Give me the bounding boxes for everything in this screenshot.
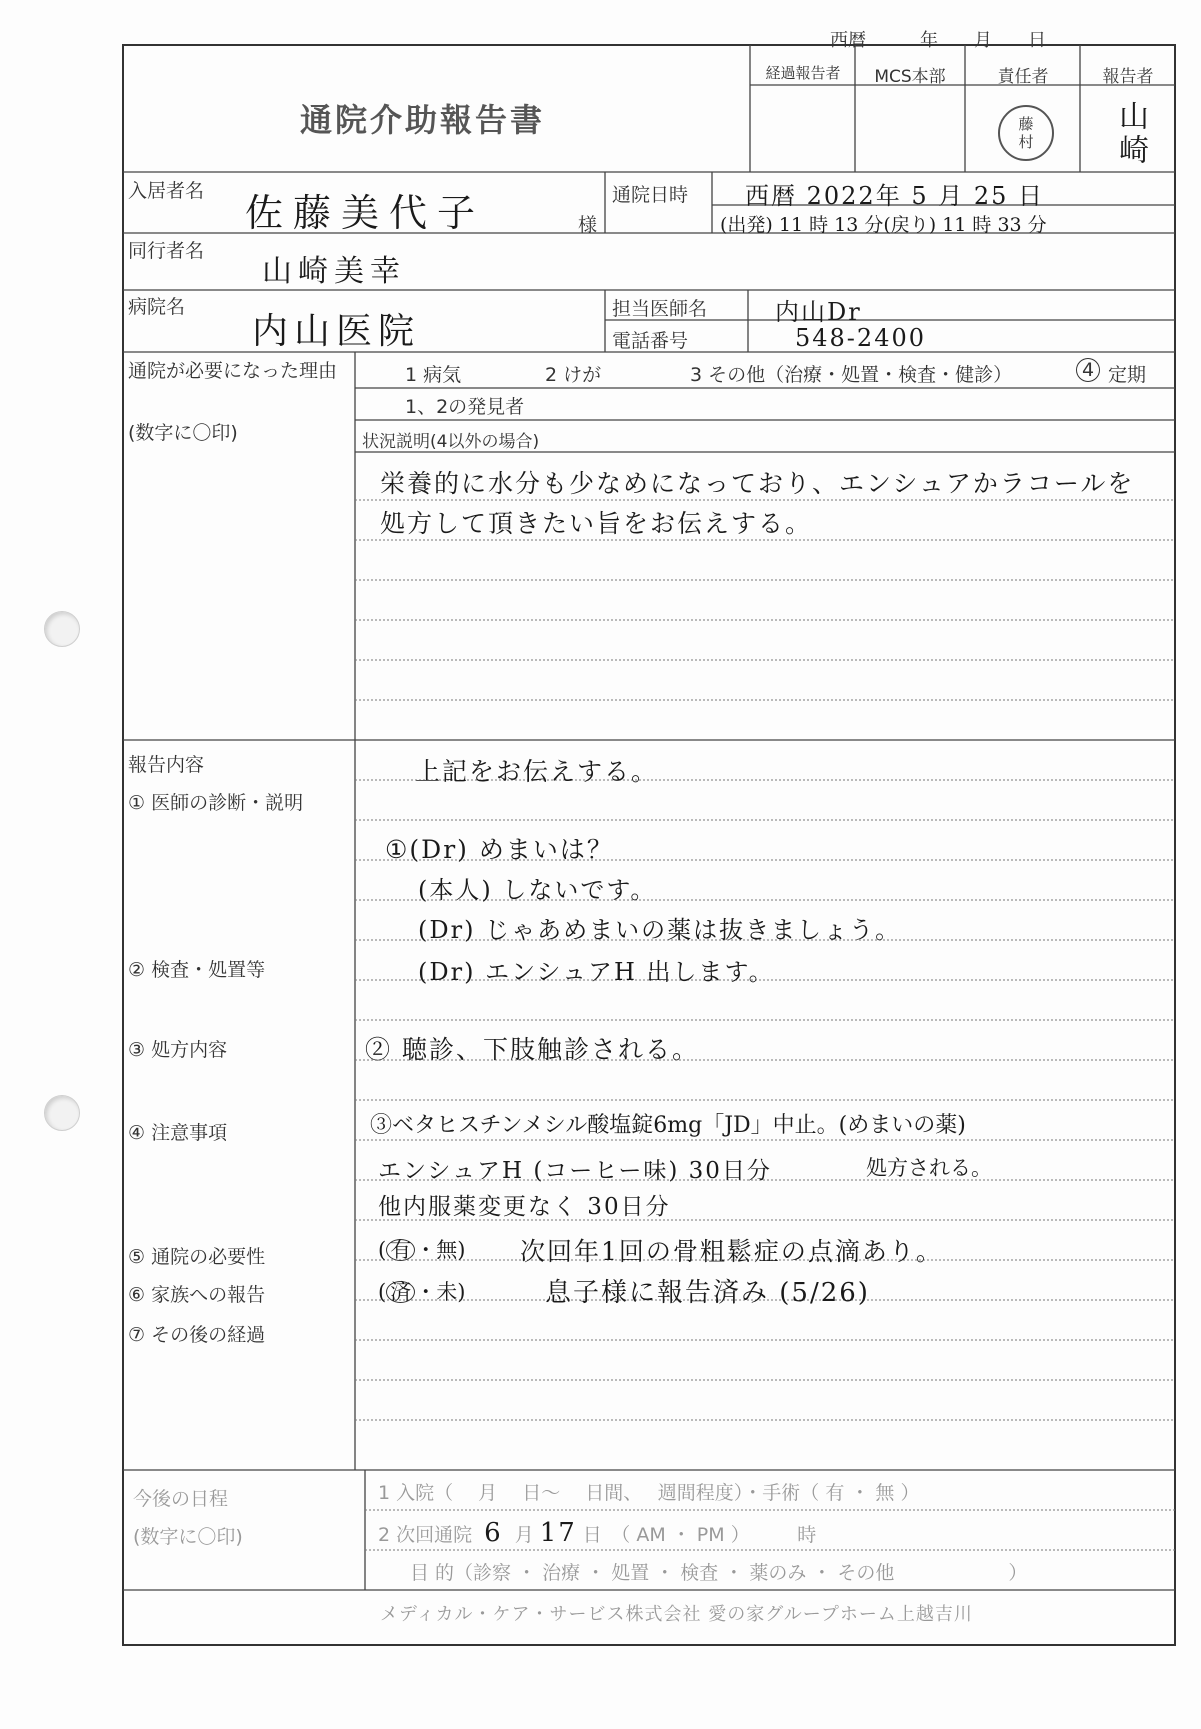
report-line-2: ①(Dr) めまいは？ bbox=[385, 835, 614, 864]
family-choice: ( 済 ・未) bbox=[378, 1280, 466, 1304]
necessity-no: 無 bbox=[436, 1238, 458, 1262]
companion-name: 山崎美幸 bbox=[262, 254, 406, 289]
hospital-name: 内山医院 bbox=[252, 311, 421, 352]
report-line-9: 他内服薬変更なく 30日分 bbox=[378, 1194, 671, 1220]
reason-option-regular: 定期 bbox=[1108, 364, 1147, 386]
schedule-note: (数字に〇印) bbox=[133, 1526, 243, 1548]
schedule-hospitalization: 1 入院（ 月 日〜 日間、 週間程度）・手術（ 有 ・ 無 ） bbox=[378, 1482, 920, 1504]
report-line-12: 息子様に報告済み (5/26) bbox=[545, 1278, 870, 1308]
visit-times: (出発) 11 時 13 分(戻り) 11 時 33 分 bbox=[720, 214, 1047, 236]
next-visit-day: 17 bbox=[539, 1518, 577, 1548]
report-label: 報告内容 bbox=[128, 754, 205, 776]
situation-line-2: 処方して頂きたい旨をお伝えする。 bbox=[380, 509, 813, 538]
report-line-7: ③ベタヒスチンメシル酸塩錠6mg「JD」中止。(めまいの薬) bbox=[370, 1113, 966, 1138]
section-family: ⑥ 家族への報告 bbox=[128, 1284, 266, 1306]
schedule-next-visit bbox=[378, 1518, 816, 1548]
resident-name: 佐藤美代子 bbox=[245, 191, 486, 235]
necessity-yes-circled: 有 bbox=[386, 1239, 415, 1261]
situation-label: 状況説明(4以外の場合) bbox=[362, 432, 540, 452]
report-line-11: 次回年1回の骨粗鬆症の点滴あり。 bbox=[520, 1237, 943, 1266]
report-line-5: (Dr) エンシュアH 出します。 bbox=[418, 958, 775, 986]
reason-option-illness: 1 病気 bbox=[405, 364, 462, 386]
section-diagnosis: ① 医師の診断・説明 bbox=[128, 792, 304, 814]
reason-label: 通院が必要になった理由 bbox=[128, 360, 338, 382]
schedule-label: 今後の日程 bbox=[133, 1488, 229, 1510]
phone-number: 548-2400 bbox=[795, 324, 926, 352]
approval-header-manager: 責任者 bbox=[997, 67, 1049, 87]
approval-header-progress: 経過報告者 bbox=[765, 64, 841, 82]
date-label: 西暦 年 月 日 bbox=[830, 30, 1046, 51]
report-line-3: (本人) しないです。 bbox=[418, 876, 657, 904]
visit-date: 西暦 2022年 5 月 25 日 bbox=[745, 182, 1045, 210]
report-line-6: ② 聴診、下肢触診される。 bbox=[365, 1035, 699, 1064]
necessity-choice: ( 有 ・無) bbox=[378, 1238, 466, 1262]
report-line-10: 処方される。 bbox=[866, 1156, 992, 1180]
manager-seal: 藤村 bbox=[998, 105, 1054, 161]
phone-label: 電話番号 bbox=[612, 330, 689, 352]
next-visit-time: 日 （ AM ・ PM ） 時 bbox=[582, 1524, 817, 1546]
situation-line-1: 栄養的に水分も少なめになっており、エンシュアかラコールを bbox=[380, 469, 1135, 498]
reporter-signature: 山崎 bbox=[1113, 100, 1148, 168]
reason-note: (数字に〇印) bbox=[128, 422, 238, 444]
companion-label: 同行者名 bbox=[128, 240, 205, 262]
schedule-purpose: 目 的（診察 ・ 治療 ・ 処置 ・ 検査 ・ 薬のみ ・ その他 ） bbox=[410, 1562, 1028, 1584]
punch-hole-top bbox=[44, 611, 80, 647]
next-visit-month: 6 bbox=[484, 1518, 503, 1548]
next-visit-label: 2 次回通院 bbox=[378, 1524, 473, 1546]
section-necessity: ⑤ 通院の必要性 bbox=[128, 1246, 266, 1268]
approval-header-reporter: 報告者 bbox=[1102, 67, 1154, 87]
resident-suffix: 様 bbox=[578, 214, 598, 236]
section-prescription: ③ 処方内容 bbox=[128, 1039, 228, 1061]
reason-option-injury: 2 けが bbox=[545, 364, 602, 386]
doctor-label: 担当医師名 bbox=[612, 298, 708, 320]
punch-hole-bottom bbox=[44, 1095, 80, 1131]
report-line-1: 上記をお伝えする。 bbox=[415, 757, 659, 786]
section-tests: ② 検査・処置等 bbox=[128, 959, 266, 981]
resident-label: 入居者名 bbox=[128, 180, 205, 202]
section-notes: ④ 注意事項 bbox=[128, 1122, 228, 1144]
reason-option-other: 3 その他（治療・処置・検査・健診） bbox=[690, 364, 1013, 386]
report-line-8: エンシュアH (コーヒー味) 30日分 bbox=[378, 1158, 772, 1184]
reason-option-4-circled: 4 bbox=[1076, 358, 1100, 382]
report-line-4: (Dr) じゃあめまいの薬は抜きましょう。 bbox=[418, 916, 902, 944]
next-visit-month-unit: 月 bbox=[514, 1524, 534, 1546]
company-footer: メディカル・ケア・サービス株式会社 愛の家グループホーム上越吉川 bbox=[380, 1604, 973, 1625]
page-title: 通院介助報告書 bbox=[300, 101, 546, 139]
family-pending: 未 bbox=[436, 1280, 458, 1304]
approval-header-mcs: MCS本部 bbox=[874, 67, 946, 87]
visit-label: 通院日時 bbox=[612, 184, 689, 206]
hospital-label: 病院名 bbox=[128, 296, 186, 318]
section-progress: ⑦ その後の経過 bbox=[128, 1324, 266, 1346]
doctor-name: 内山Dr bbox=[775, 298, 862, 326]
family-done-circled: 済 bbox=[386, 1281, 415, 1303]
finder-label: 1、2の発見者 bbox=[405, 396, 525, 418]
